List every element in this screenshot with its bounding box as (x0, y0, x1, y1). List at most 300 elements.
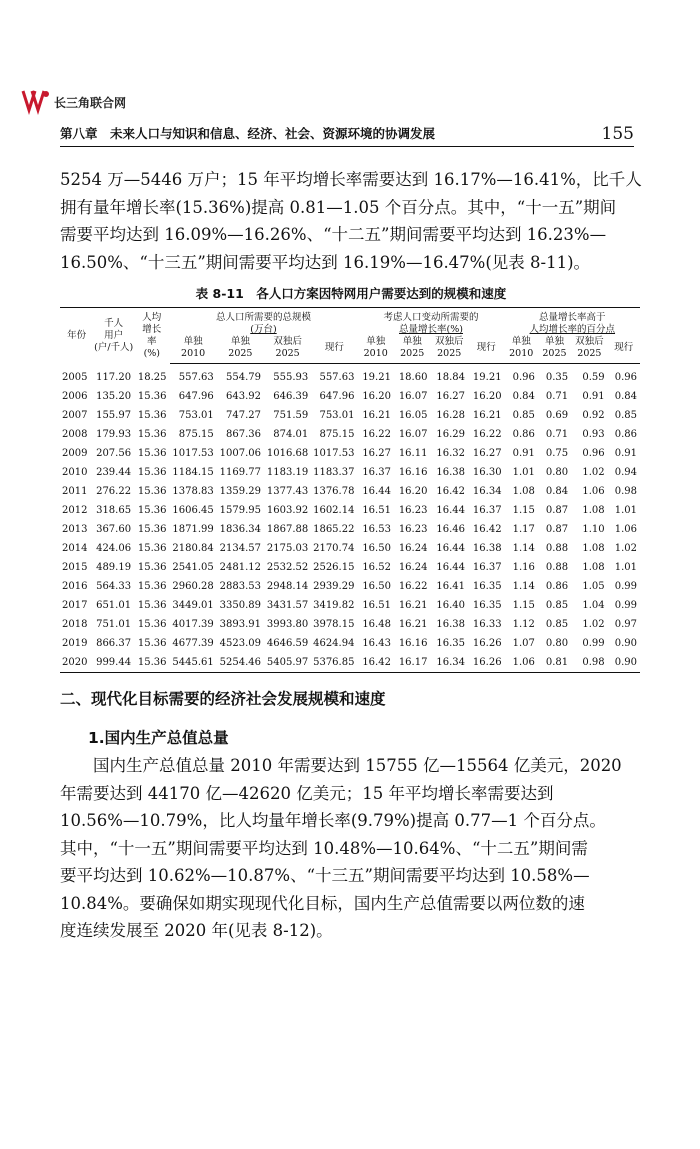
table-cell: 5254.46 (217, 653, 264, 673)
header-per-thousand (93, 308, 134, 364)
table-cell: 16.27 (472, 448, 502, 459)
table-cell: 15.36 (137, 467, 167, 478)
table-cell: 16.42 (357, 653, 394, 673)
table-cell: 1603.92 (266, 505, 309, 516)
table-cell: 1.16 (512, 562, 535, 573)
table-cell: 554.79 (226, 372, 262, 383)
table-cell: 16.24 (398, 562, 428, 573)
table-cell: 489.19 (96, 562, 132, 573)
table-cell: 0.99 (614, 600, 637, 611)
table-cell: 1.02 (582, 619, 605, 630)
year-cell: 2011 (62, 486, 88, 497)
table-cell: 751.01 (96, 619, 132, 630)
year-cell: 2014 (62, 543, 88, 554)
table-cell: 4017.39 (172, 619, 214, 630)
table-cell: 5405.97 (264, 653, 311, 673)
table-cell: 0.96 (512, 372, 535, 383)
table-cell: 1.08 (512, 486, 535, 497)
table-cell: 875.15 (178, 429, 214, 440)
table-cell: 0.91 (614, 448, 637, 459)
table-cell: 1169.77 (219, 467, 262, 478)
table-cell: 16.32 (436, 448, 466, 459)
table-cell: 1359.29 (219, 486, 262, 497)
header-single-2025: 单独 2025 (217, 336, 264, 364)
table-cell: 0.84 (512, 391, 535, 402)
table-title: 表 8-11 各人口方案因特网用户需要达到的规模和速度 (195, 286, 507, 301)
table-cell: 367.60 (96, 524, 132, 535)
table-cell: 0.99 (582, 638, 605, 649)
table-cell: 16.46 (436, 524, 466, 535)
header-single-2025: 单独 2025 (394, 336, 431, 364)
table-cell: 651.01 (96, 600, 132, 611)
table-cell: 16.44 (362, 486, 391, 497)
header-line: 用户 (104, 329, 124, 341)
table-cell: 16.51 (362, 505, 391, 516)
table-cell: 2134.57 (219, 543, 262, 554)
table-cell: 0.71 (545, 391, 569, 402)
table-cell: 0.75 (545, 448, 569, 459)
logo-mark-icon (20, 88, 52, 116)
table-cell: 16.21 (398, 600, 428, 611)
table-cell: 2939.29 (313, 581, 355, 592)
table-cell: 1.01 (512, 467, 535, 478)
year-cell: 2018 (62, 619, 88, 630)
table-cell: 4523.09 (219, 638, 262, 649)
table-row (60, 577, 640, 596)
table-row (60, 463, 640, 482)
table-cell: 1.14 (512, 581, 535, 592)
table-row (60, 653, 640, 673)
site-logo (20, 88, 126, 116)
table-cell: 1.06 (582, 486, 605, 497)
table-cell: 19.21 (362, 372, 391, 383)
header-double-2025: 双独后 2025 (571, 336, 608, 364)
header-line: 增长 (142, 323, 162, 335)
table-cell: 646.39 (273, 391, 309, 402)
table-cell: 16.34 (430, 653, 468, 673)
text-line: 16.50%、“十三五”期间需要平均达到 16.19%—16.47%(见表 8-11)。 (60, 252, 591, 272)
table-cell: 0.85 (512, 410, 535, 421)
table-cell: 16.43 (362, 638, 391, 649)
table-cell: 3893.91 (219, 619, 262, 630)
table-cell: 1606.45 (172, 505, 214, 516)
year-cell: 2010 (62, 467, 88, 478)
table-cell: 0.96 (614, 372, 637, 383)
table-cell: 16.22 (362, 429, 391, 440)
table-cell: 2948.14 (266, 581, 309, 592)
table-cell: 1867.88 (266, 524, 309, 535)
table-cell: 0.35 (545, 372, 569, 383)
table-cell: 753.01 (178, 410, 214, 421)
table-cell: 751.59 (273, 410, 309, 421)
table-cell: 16.17 (394, 653, 431, 673)
header-growth (134, 308, 169, 364)
table-row (60, 615, 640, 634)
header-single-2010: 单独 2010 (357, 336, 394, 364)
table-cell: 1183.37 (313, 467, 355, 478)
header-single-2010: 单独 2010 (505, 336, 538, 364)
table-cell: 0.84 (545, 486, 569, 497)
chapter-title: 第八章 未来人口与知识和信息、经济、社会、资源环境的协调发展 (60, 126, 436, 141)
table-cell: 15.36 (137, 619, 167, 630)
year-cell: 2016 (62, 581, 88, 592)
table-cell: 753.01 (319, 410, 355, 421)
table-cell: 16.16 (398, 467, 428, 478)
table-cell: 16.24 (398, 543, 428, 554)
table-cell: 0.87 (545, 505, 569, 516)
table-body (60, 364, 640, 673)
table-cell: 16.42 (472, 524, 502, 535)
table-row (60, 482, 640, 501)
table-cell: 16.21 (362, 410, 391, 421)
table-cell: 16.26 (468, 653, 505, 673)
table-cell: 16.26 (472, 638, 502, 649)
table-cell: 2481.12 (219, 562, 262, 573)
table-cell: 16.37 (472, 562, 502, 573)
header-current: 现行 (608, 336, 640, 364)
table-cell: 1.15 (512, 505, 535, 516)
table-cell: 874.01 (273, 429, 309, 440)
table-cell: 0.86 (545, 581, 569, 592)
table-row (60, 444, 640, 463)
table-cell: 0.80 (545, 638, 569, 649)
table-cell: 16.20 (472, 391, 502, 402)
intro-paragraph (60, 166, 642, 276)
table-cell: 0.93 (582, 429, 605, 440)
table-cell: 16.21 (398, 619, 428, 630)
table-cell: 16.37 (472, 505, 502, 516)
year-cell: 2012 (62, 505, 88, 516)
table-cell: 19.21 (472, 372, 502, 383)
header-line: (万台) (250, 324, 277, 335)
text-line: 国内生产总值总量 2010 年需要达到 15755 亿—15564 亿美元，2020 (60, 756, 622, 775)
table-cell: 135.20 (96, 391, 132, 402)
table-row (60, 406, 640, 425)
running-head (60, 118, 634, 147)
table-cell: 1.08 (582, 543, 605, 554)
table-cell: 0.91 (582, 391, 605, 402)
header-line: 考虑人口变动所需要的 (383, 312, 479, 323)
table-cell: 0.71 (545, 429, 569, 440)
table-cell: 1.12 (512, 619, 535, 630)
table-cell: 0.98 (571, 653, 608, 673)
table-cell: 16.37 (362, 467, 391, 478)
table-cell: 0.97 (614, 619, 637, 630)
header-double-2025: 双独后 2025 (430, 336, 468, 364)
table-cell: 1836.34 (219, 524, 262, 535)
table-cell: 16.11 (398, 448, 428, 459)
header-year: 年份 (60, 308, 93, 364)
table-cell: 1184.15 (172, 467, 214, 478)
table-cell: 999.44 (93, 653, 134, 673)
table-cell: 1007.06 (219, 448, 262, 459)
table-cell: 16.44 (436, 505, 466, 516)
year-cell: 2006 (62, 391, 88, 402)
year-cell: 2015 (62, 562, 88, 573)
year-cell: 2019 (62, 638, 88, 649)
table-cell: 16.35 (472, 581, 502, 592)
table-cell: 16.27 (362, 448, 391, 459)
table-cell: 0.94 (614, 467, 637, 478)
table-cell: 318.65 (96, 505, 132, 516)
table-row (60, 501, 640, 520)
text-line: 10.84%。要确保如期实现现代化目标，国内生产总值需要以两位数的速 (60, 893, 585, 913)
table-cell: 15.36 (137, 543, 167, 554)
table-cell: 557.63 (319, 372, 355, 383)
table-cell: 16.50 (362, 581, 391, 592)
table-cell: 555.93 (273, 372, 309, 383)
table-cell: 179.93 (96, 429, 132, 440)
header-current: 现行 (311, 336, 357, 364)
table-cell: 4677.39 (172, 638, 214, 649)
table-cell: 1579.95 (219, 505, 262, 516)
table-cell: 1017.53 (313, 448, 355, 459)
table-cell: 0.85 (545, 619, 569, 630)
table-row (60, 387, 640, 406)
year-cell: 2020 (60, 653, 93, 673)
table-cell: 1378.83 (172, 486, 214, 497)
table-cell: 1.01 (614, 505, 637, 516)
table-cell: 1.08 (582, 505, 605, 516)
table-cell: 16.52 (362, 562, 391, 573)
table-cell: 1.05 (582, 581, 605, 592)
table-cell: 3449.01 (172, 600, 214, 611)
header-single-2025: 单独 2025 (538, 336, 571, 364)
table-cell: 15.36 (137, 410, 167, 421)
table-cell: 0.59 (582, 372, 605, 383)
table-cell: 16.23 (398, 505, 428, 516)
table-cell: 16.16 (398, 638, 428, 649)
header-line: (户/千人) (94, 341, 134, 353)
table-cell: 1.06 (614, 524, 637, 535)
table-cell: 0.88 (545, 562, 569, 573)
table-cell: 0.98 (614, 486, 637, 497)
table-cell: 1183.19 (266, 467, 309, 478)
table-cell: 424.06 (96, 543, 132, 554)
table-cell: 15.36 (137, 505, 167, 516)
table-cell: 0.96 (582, 448, 605, 459)
table-cell: 18.84 (436, 372, 466, 383)
table-cell: 16.20 (362, 391, 391, 402)
table-row (60, 539, 640, 558)
table-cell: 16.51 (362, 600, 391, 611)
table-cell: 16.27 (436, 391, 466, 402)
text-line: 度连续发展至 2020 年(见表 8-12)。 (60, 921, 333, 940)
table-cell: 16.34 (472, 486, 502, 497)
table-cell: 15.36 (137, 638, 167, 649)
year-cell: 2005 (62, 371, 88, 383)
table-cell: 15.36 (137, 581, 167, 592)
table-cell: 0.88 (545, 543, 569, 554)
table-row (60, 558, 640, 577)
header-line: 总量增长率高于 (539, 312, 606, 323)
table-cell: 16.38 (436, 467, 466, 478)
table-cell: 16.42 (436, 486, 466, 497)
header-group-total (170, 308, 358, 337)
table-cell: 16.38 (472, 543, 502, 554)
header-single-2010: 单独 2010 (170, 336, 217, 364)
sub-heading: 1.国内生产总值总量 (88, 729, 229, 747)
year-cell: 2007 (62, 410, 88, 421)
table-cell: 16.23 (398, 524, 428, 535)
table-cell: 15.36 (137, 524, 167, 535)
table-cell: 1016.68 (266, 448, 309, 459)
table-cell: 15.36 (134, 653, 169, 673)
year-cell: 2009 (62, 448, 88, 459)
table-cell: 1.08 (582, 562, 605, 573)
table-cell: 2532.52 (266, 562, 309, 573)
table-cell: 0.81 (538, 653, 571, 673)
table-cell: 16.40 (436, 600, 466, 611)
table-cell: 1.06 (505, 653, 538, 673)
table-cell: 15.36 (137, 448, 167, 459)
table-cell: 15.36 (137, 391, 167, 402)
table-cell: 15.36 (137, 562, 167, 573)
table-cell: 0.90 (614, 638, 637, 649)
table-cell: 2541.05 (172, 562, 214, 573)
year-cell: 2017 (62, 600, 88, 611)
table-cell: 16.50 (362, 543, 391, 554)
table-cell: 1.04 (582, 600, 605, 611)
table-cell: 3431.57 (266, 600, 309, 611)
table-cell: 16.38 (436, 619, 466, 630)
table-row (60, 520, 640, 539)
table-cell: 564.33 (96, 581, 132, 592)
table-cell: 2180.84 (172, 543, 214, 554)
table-cell: 1.14 (512, 543, 535, 554)
table-cell: 18.25 (137, 371, 167, 383)
table-cell: 16.33 (472, 619, 502, 630)
header-double-2025: 双独后 2025 (264, 336, 311, 364)
header-line: 人均 (142, 311, 162, 323)
table-cell: 1.10 (582, 524, 605, 535)
table-cell: 2170.74 (313, 543, 355, 554)
header-current: 现行 (468, 336, 505, 364)
table-cell: 1377.43 (266, 486, 309, 497)
header-line: 人均增长率的百分点 (529, 324, 616, 335)
table-cell: 0.85 (545, 600, 569, 611)
header-group-diff (505, 308, 640, 337)
table-cell: 1.07 (512, 638, 535, 649)
table-cell: 155.97 (96, 410, 132, 421)
header-group-rate (357, 308, 504, 337)
text-line: 需要平均达到 16.09%—16.26%、“十二五”期间需要平均达到 16.23%— (60, 225, 607, 244)
table-cell: 1.17 (512, 524, 535, 535)
table-cell: 0.87 (545, 524, 569, 535)
table-cell: 5376.85 (311, 653, 357, 673)
table-cell: 1871.99 (172, 524, 214, 535)
gdp-paragraph (60, 752, 642, 945)
text-line: 其中，“十一五”期间需要平均达到 10.48%—10.64%、“十二五”期间需 (60, 838, 588, 858)
table-cell: 16.44 (436, 543, 466, 554)
table-row (60, 364, 640, 388)
table-cell: 16.35 (436, 638, 466, 649)
table-cell: 647.96 (178, 391, 214, 402)
table-cell: 3419.82 (313, 600, 355, 611)
table-cell: 747.27 (226, 410, 262, 421)
table-cell: 643.92 (226, 391, 262, 402)
table-cell: 0.91 (512, 448, 535, 459)
year-cell: 2008 (62, 429, 88, 440)
table-cell: 16.41 (436, 581, 466, 592)
table-cell: 0.90 (608, 653, 640, 673)
table-cell: 1.02 (582, 467, 605, 478)
table-cell: 2175.03 (266, 543, 309, 554)
table-cell: 2526.15 (313, 562, 355, 573)
table-cell: 4624.94 (313, 638, 355, 649)
header-line: 率 (147, 335, 157, 347)
table-cell: 0.99 (614, 581, 637, 592)
table-cell: 557.63 (178, 372, 214, 383)
table-cell: 16.07 (398, 429, 428, 440)
table-cell: 18.60 (398, 372, 428, 383)
table-cell: 117.20 (96, 371, 132, 383)
table-cell: 15.36 (137, 600, 167, 611)
table-cell: 16.20 (398, 486, 428, 497)
header-line: 总量增长率(%) (399, 324, 463, 335)
table-cell: 16.21 (472, 410, 502, 421)
table-cell: 1.01 (614, 562, 637, 573)
table-cell: 0.84 (614, 391, 637, 402)
header-line: (%) (143, 347, 161, 359)
table-cell: 1376.78 (313, 486, 355, 497)
table-cell: 16.35 (472, 600, 502, 611)
year-cell: 2013 (62, 524, 88, 535)
logo-text: 长三角联合网 (54, 95, 127, 110)
table-cell: 0.86 (512, 429, 535, 440)
table-cell: 0.86 (614, 429, 637, 440)
table-cell: 16.22 (472, 429, 502, 440)
text-line: 拥有量年增长率(15.36%)提高 0.81—1.05 个百分点。其中，“十一五”期间 (60, 197, 617, 217)
table-cell: 15.36 (137, 486, 167, 497)
table-cell: 3978.15 (313, 619, 355, 630)
table-cell: 866.37 (96, 638, 132, 649)
table-cell: 647.96 (319, 391, 355, 402)
table-row (60, 634, 640, 653)
table-cell: 1017.53 (172, 448, 214, 459)
table-cell: 16.22 (398, 581, 428, 592)
table-cell: 16.30 (472, 467, 502, 478)
table-row (60, 596, 640, 615)
header-line: 千人 (104, 317, 124, 329)
table-cell: 16.53 (362, 524, 391, 535)
table-cell: 0.69 (545, 410, 569, 421)
header-line: 总人口所需要的总规模 (215, 312, 311, 323)
table-cell: 0.80 (545, 467, 569, 478)
table-cell: 16.07 (398, 391, 428, 402)
table-cell: 239.44 (96, 467, 132, 478)
table-cell: 16.48 (362, 619, 391, 630)
table-cell: 16.44 (436, 562, 466, 573)
table-cell: 1865.22 (313, 524, 355, 535)
table-cell: 0.92 (582, 410, 605, 421)
table-cell: 3993.80 (266, 619, 309, 630)
table-cell: 4646.59 (266, 638, 309, 649)
section-heading: 二、现代化目标需要的经济社会发展规模和速度 (60, 690, 386, 708)
table-row (60, 425, 640, 444)
table-cell: 1.02 (614, 543, 637, 554)
table-cell: 5445.61 (170, 653, 217, 673)
table-cell: 2883.53 (219, 581, 262, 592)
table-cell: 207.56 (96, 448, 132, 459)
text-line: 要平均达到 10.62%—10.87%、“十三五”期间需要平均达到 10.58%— (60, 866, 590, 885)
table-cell: 16.05 (398, 410, 428, 421)
text-line: 5254 万—5446 万户；15 年平均增长率需要达到 16.17%—16.41%，比千人 (60, 170, 642, 189)
table-cell: 276.22 (96, 486, 132, 497)
table-cell: 2960.28 (172, 581, 214, 592)
text-line: 年需要达到 44170 亿—42620 亿美元；15 年平均增长率需要达到 (60, 783, 554, 803)
table-cell: 16.28 (436, 410, 466, 421)
